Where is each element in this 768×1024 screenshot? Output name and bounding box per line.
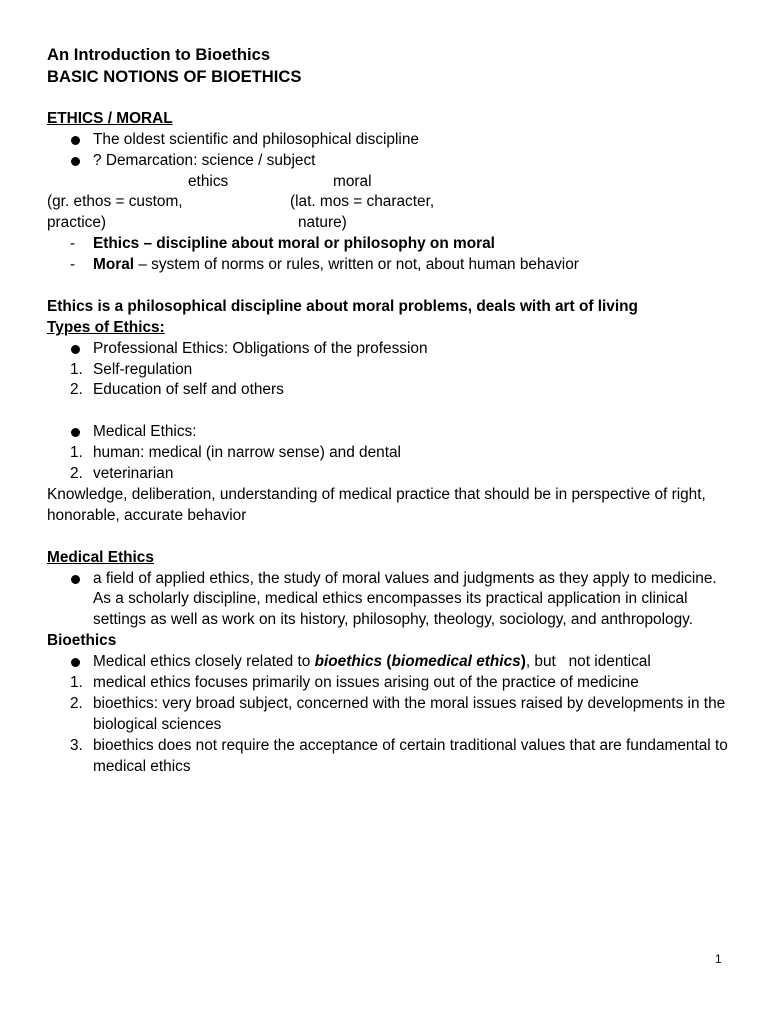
numbered-item: 1. human: medical (in narrow sense) and dental xyxy=(47,443,732,464)
row2-right: nature) xyxy=(298,214,347,232)
list-item: The oldest scientific and philosophical discipline xyxy=(47,130,732,151)
document-page xyxy=(47,44,732,778)
ethics-statement: Ethics is a philosophical discipline about moral problems, deals with art of living xyxy=(47,297,638,315)
types-heading: Types of Ethics: xyxy=(47,318,165,336)
item-number: 2. xyxy=(70,694,83,712)
dash-marker: - xyxy=(70,256,76,274)
columns-header xyxy=(47,172,732,193)
item-number: 1. xyxy=(70,360,83,378)
bullet-icon xyxy=(71,428,80,437)
item-number: 3. xyxy=(70,736,83,754)
item-number: 2. xyxy=(70,381,83,399)
col-ethics: ethics xyxy=(188,172,229,190)
bioethics-heading: Bioethics xyxy=(47,632,117,650)
numbered-item: 3. bioethics does not require the acceptance of certain traditional values that are fundamental to medical ethics xyxy=(70,736,728,775)
columns-row xyxy=(47,192,732,213)
bullet-icon xyxy=(71,345,80,354)
dash-item: - Ethics – discipline about moral or philosophy on moral xyxy=(47,234,732,255)
list-item: a field of applied ethics, the study of moral values and judgments as they apply to medicine. As a scholarly discipline, medical ethics encompasses its practical application in clinical settings as well as work on its history, philosophy, theology, sociology, and anthropology. xyxy=(47,569,732,632)
bullet-icon xyxy=(71,157,80,166)
list-item: ? Demarcation: science / subject xyxy=(47,151,732,172)
bullet-icon xyxy=(71,136,80,145)
row1-left: (gr. ethos = custom, xyxy=(47,193,183,211)
numbered-item: 1. medical ethics focuses primarily on issues arising out of the practice of medicine xyxy=(47,673,732,694)
item-number: 2. xyxy=(70,465,83,483)
ethics-moral-heading: ETHICS / MORAL xyxy=(47,109,173,127)
columns-row xyxy=(47,213,732,234)
dash-item: - Moral – system of norms or rules, written or not, about human behavior xyxy=(47,255,732,276)
list-item: Medical Ethics: xyxy=(47,422,732,443)
dash-marker: - xyxy=(70,235,76,253)
page-number: 1 xyxy=(715,952,722,966)
row1-right: (lat. mos = character, xyxy=(290,193,435,211)
list-item: Medical ethics closely related to bioethics (biomedical ethics), but not identical xyxy=(47,652,732,673)
numbered-item: 2. Education of self and others xyxy=(47,380,732,401)
numbered-item: 2. bioethics: very broad subject, concerned with the moral issues raised by developments in the biological sciences xyxy=(70,694,726,733)
document-subtitle: BASIC NOTIONS OF BIOETHICS xyxy=(47,67,302,86)
document-title: An Introduction to Bioethics xyxy=(47,45,271,64)
item-number: 1. xyxy=(70,444,83,462)
numbered-item: 2. veterinarian xyxy=(47,464,732,485)
row2-left: practice) xyxy=(47,214,107,232)
bullet-icon xyxy=(71,575,80,584)
bullet-icon xyxy=(71,658,80,667)
col-moral: moral xyxy=(333,172,372,190)
item-number: 1. xyxy=(70,674,83,692)
medical-ethics-heading: Medical Ethics xyxy=(47,548,154,566)
numbered-item: 1. Self-regulation xyxy=(47,360,732,381)
list-item: Professional Ethics: Obligations of the profession xyxy=(47,339,732,360)
knowledge-paragraph: Knowledge, deliberation, understanding of medical practice that should be in perspective of right, honorable, accurate behavior xyxy=(47,485,706,524)
